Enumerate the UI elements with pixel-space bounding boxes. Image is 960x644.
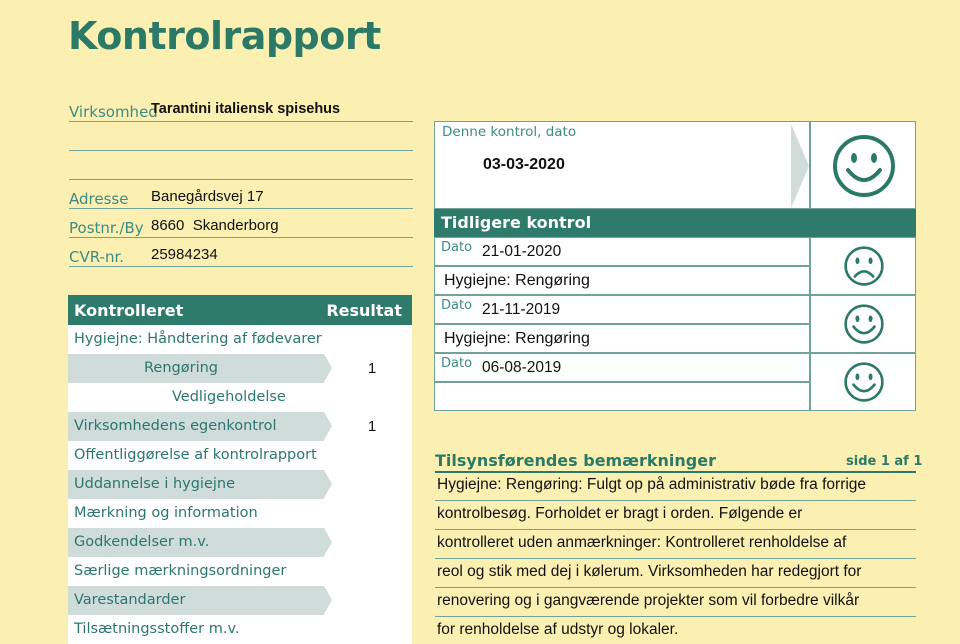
adresse-value: Banegårdsvej 17 bbox=[151, 188, 264, 205]
notes-line: kontrolleret uden anmærkninger: Kontrolleret renholdelse af bbox=[437, 534, 847, 551]
row-arrow-icon bbox=[324, 441, 332, 469]
divider bbox=[69, 237, 413, 238]
previous-control-header bbox=[434, 209, 916, 237]
row-arrow-icon bbox=[324, 528, 332, 556]
kontrolleret-table bbox=[68, 295, 412, 644]
dato-label: Dato bbox=[441, 240, 473, 255]
kontrolleret-header-label: Kontrolleret bbox=[74, 301, 184, 320]
kontrolleret-row bbox=[68, 412, 412, 441]
kontrolleret-row bbox=[68, 557, 412, 586]
kontrolleret-row-label: Tilsætningsstoffer m.v. bbox=[68, 615, 324, 644]
cvr-label: CVR-nr. bbox=[69, 248, 125, 266]
divider bbox=[69, 179, 413, 180]
kontrolleret-row-result bbox=[332, 499, 412, 528]
kontrolleret-row bbox=[68, 354, 412, 383]
previous-control-title: Tidligere kontrol bbox=[441, 213, 592, 232]
kontrolleret-row-label: Rengøring bbox=[68, 354, 324, 383]
notes-line: renovering og i gangværende projekter som vil forbedre vilkår bbox=[437, 592, 860, 609]
previous-control-date-row bbox=[434, 295, 810, 324]
dato-label: Dato bbox=[441, 298, 473, 313]
virksomhed-label: Virksomhed bbox=[69, 103, 158, 121]
kontrolleret-row-label: Hygiejne: Håndtering af fødevarer bbox=[68, 325, 324, 354]
previous-smiley-cell bbox=[810, 353, 916, 411]
notes-rule bbox=[435, 500, 916, 501]
kontrolleret-row-result bbox=[332, 586, 412, 615]
previous-smiley-cell bbox=[810, 237, 916, 295]
kontrolleret-row bbox=[68, 528, 412, 557]
happy-smiley-icon bbox=[832, 134, 896, 198]
happy-smiley-icon bbox=[843, 361, 885, 403]
current-control-label: Denne kontrol, dato bbox=[442, 124, 577, 140]
kontrolleret-row-label: Varestandarder bbox=[68, 586, 324, 615]
row-arrow-icon bbox=[324, 499, 332, 527]
divider bbox=[69, 121, 413, 122]
previous-smiley-cell bbox=[810, 295, 916, 353]
previous-control-note-row bbox=[434, 324, 810, 353]
adresse-label: Adresse bbox=[69, 190, 129, 208]
row-arrow-icon bbox=[324, 470, 332, 498]
notes-rule bbox=[435, 529, 916, 530]
kontrolleret-row-result bbox=[332, 441, 412, 470]
kontrolleret-row-label: Godkendelser m.v. bbox=[68, 528, 324, 557]
kontrolleret-row-label: Mærkning og information bbox=[68, 499, 324, 528]
previous-control-date-row bbox=[434, 237, 810, 266]
kontrolleret-row bbox=[68, 499, 412, 528]
notes-line: Hygiejne: Rengøring: Fulgt op på administrativ bøde fra forrige bbox=[437, 476, 867, 493]
current-control-box bbox=[434, 121, 810, 209]
kontrolleret-row bbox=[68, 586, 412, 615]
kontrolleret-row bbox=[68, 325, 412, 354]
kontrolleret-row-label: Offentliggørelse af kontrolrapport bbox=[68, 441, 324, 470]
previous-control-date: 06-08-2019 bbox=[482, 359, 562, 376]
divider bbox=[69, 208, 413, 209]
kontrolleret-row-result bbox=[332, 557, 412, 586]
current-control-date: 03-03-2020 bbox=[483, 156, 565, 173]
previous-control-note-row bbox=[434, 382, 810, 411]
notes-rule bbox=[435, 616, 916, 617]
dato-label: Dato bbox=[441, 356, 473, 371]
kontrolleret-row-result bbox=[332, 528, 412, 557]
notes-line: for renholdelse af udstyr og lokaler. bbox=[437, 621, 679, 638]
row-arrow-icon bbox=[324, 354, 332, 382]
postnr-label: Postnr./By bbox=[69, 219, 144, 237]
kontrolleret-row-result bbox=[332, 383, 412, 412]
row-arrow-icon bbox=[324, 325, 332, 353]
kontrolleret-row-label: Virksomhedens egenkontrol bbox=[68, 412, 324, 441]
kontrolleret-row bbox=[68, 470, 412, 499]
divider bbox=[69, 266, 413, 267]
current-smiley-cell bbox=[810, 121, 916, 209]
sad-smiley-icon bbox=[843, 245, 885, 287]
kontrolleret-row-result bbox=[332, 325, 412, 354]
notes-line: kontrolbesøg. Forholdet er bragt i orden. Følgende er bbox=[437, 505, 803, 522]
kontrolleret-row-result: 1 bbox=[332, 354, 412, 383]
previous-control-date: 21-01-2020 bbox=[482, 243, 562, 260]
virksomhed-value: Tarantini italiensk spisehus bbox=[151, 101, 341, 117]
row-arrow-icon bbox=[324, 586, 332, 614]
kontrolleret-row-result: 1 bbox=[332, 412, 412, 441]
kontrolleret-row-result bbox=[332, 470, 412, 499]
previous-control-date: 21-11-2019 bbox=[482, 301, 561, 318]
kontrolleret-row-label: Særlige mærkningsordninger bbox=[68, 557, 324, 586]
notes-rule bbox=[435, 558, 916, 559]
divider bbox=[69, 150, 413, 151]
previous-control-note-row bbox=[434, 266, 810, 295]
notes-line: reol og stik med dej i kølerum. Virksomheden har redegjort for bbox=[437, 563, 862, 580]
kontrolleret-row-label: Uddannelse i hygiejne bbox=[68, 470, 324, 499]
previous-control-note: Hygiejne: Rengøring bbox=[444, 272, 590, 289]
row-arrow-icon bbox=[324, 557, 332, 585]
kontrolleret-row bbox=[68, 383, 412, 412]
resultat-header-label: Resultat bbox=[326, 301, 402, 320]
previous-control-note: Hygiejne: Rengøring bbox=[444, 330, 590, 347]
happy-smiley-icon bbox=[843, 303, 885, 345]
row-arrow-icon bbox=[324, 412, 332, 440]
notes-page-indicator: side 1 af 1 bbox=[846, 454, 923, 469]
kontrolleret-header bbox=[68, 295, 412, 325]
control-panel bbox=[434, 121, 916, 411]
notes-rule bbox=[435, 587, 916, 588]
row-arrow-icon bbox=[324, 615, 332, 643]
report-title: Kontrolrapport bbox=[68, 14, 381, 58]
postnr-value: 8660 Skanderborg bbox=[151, 217, 279, 234]
chevron-arrow-icon bbox=[791, 124, 811, 208]
notes-title: Tilsynsførendes bemærkninger bbox=[435, 451, 716, 470]
kontrolleret-row-label: Vedligeholdelse bbox=[68, 383, 324, 412]
notes-title-underline bbox=[435, 471, 916, 473]
kontrolleret-row bbox=[68, 441, 412, 470]
cvr-value: 25984234 bbox=[151, 246, 218, 263]
row-arrow-icon bbox=[324, 383, 332, 411]
previous-control-date-row bbox=[434, 353, 810, 382]
